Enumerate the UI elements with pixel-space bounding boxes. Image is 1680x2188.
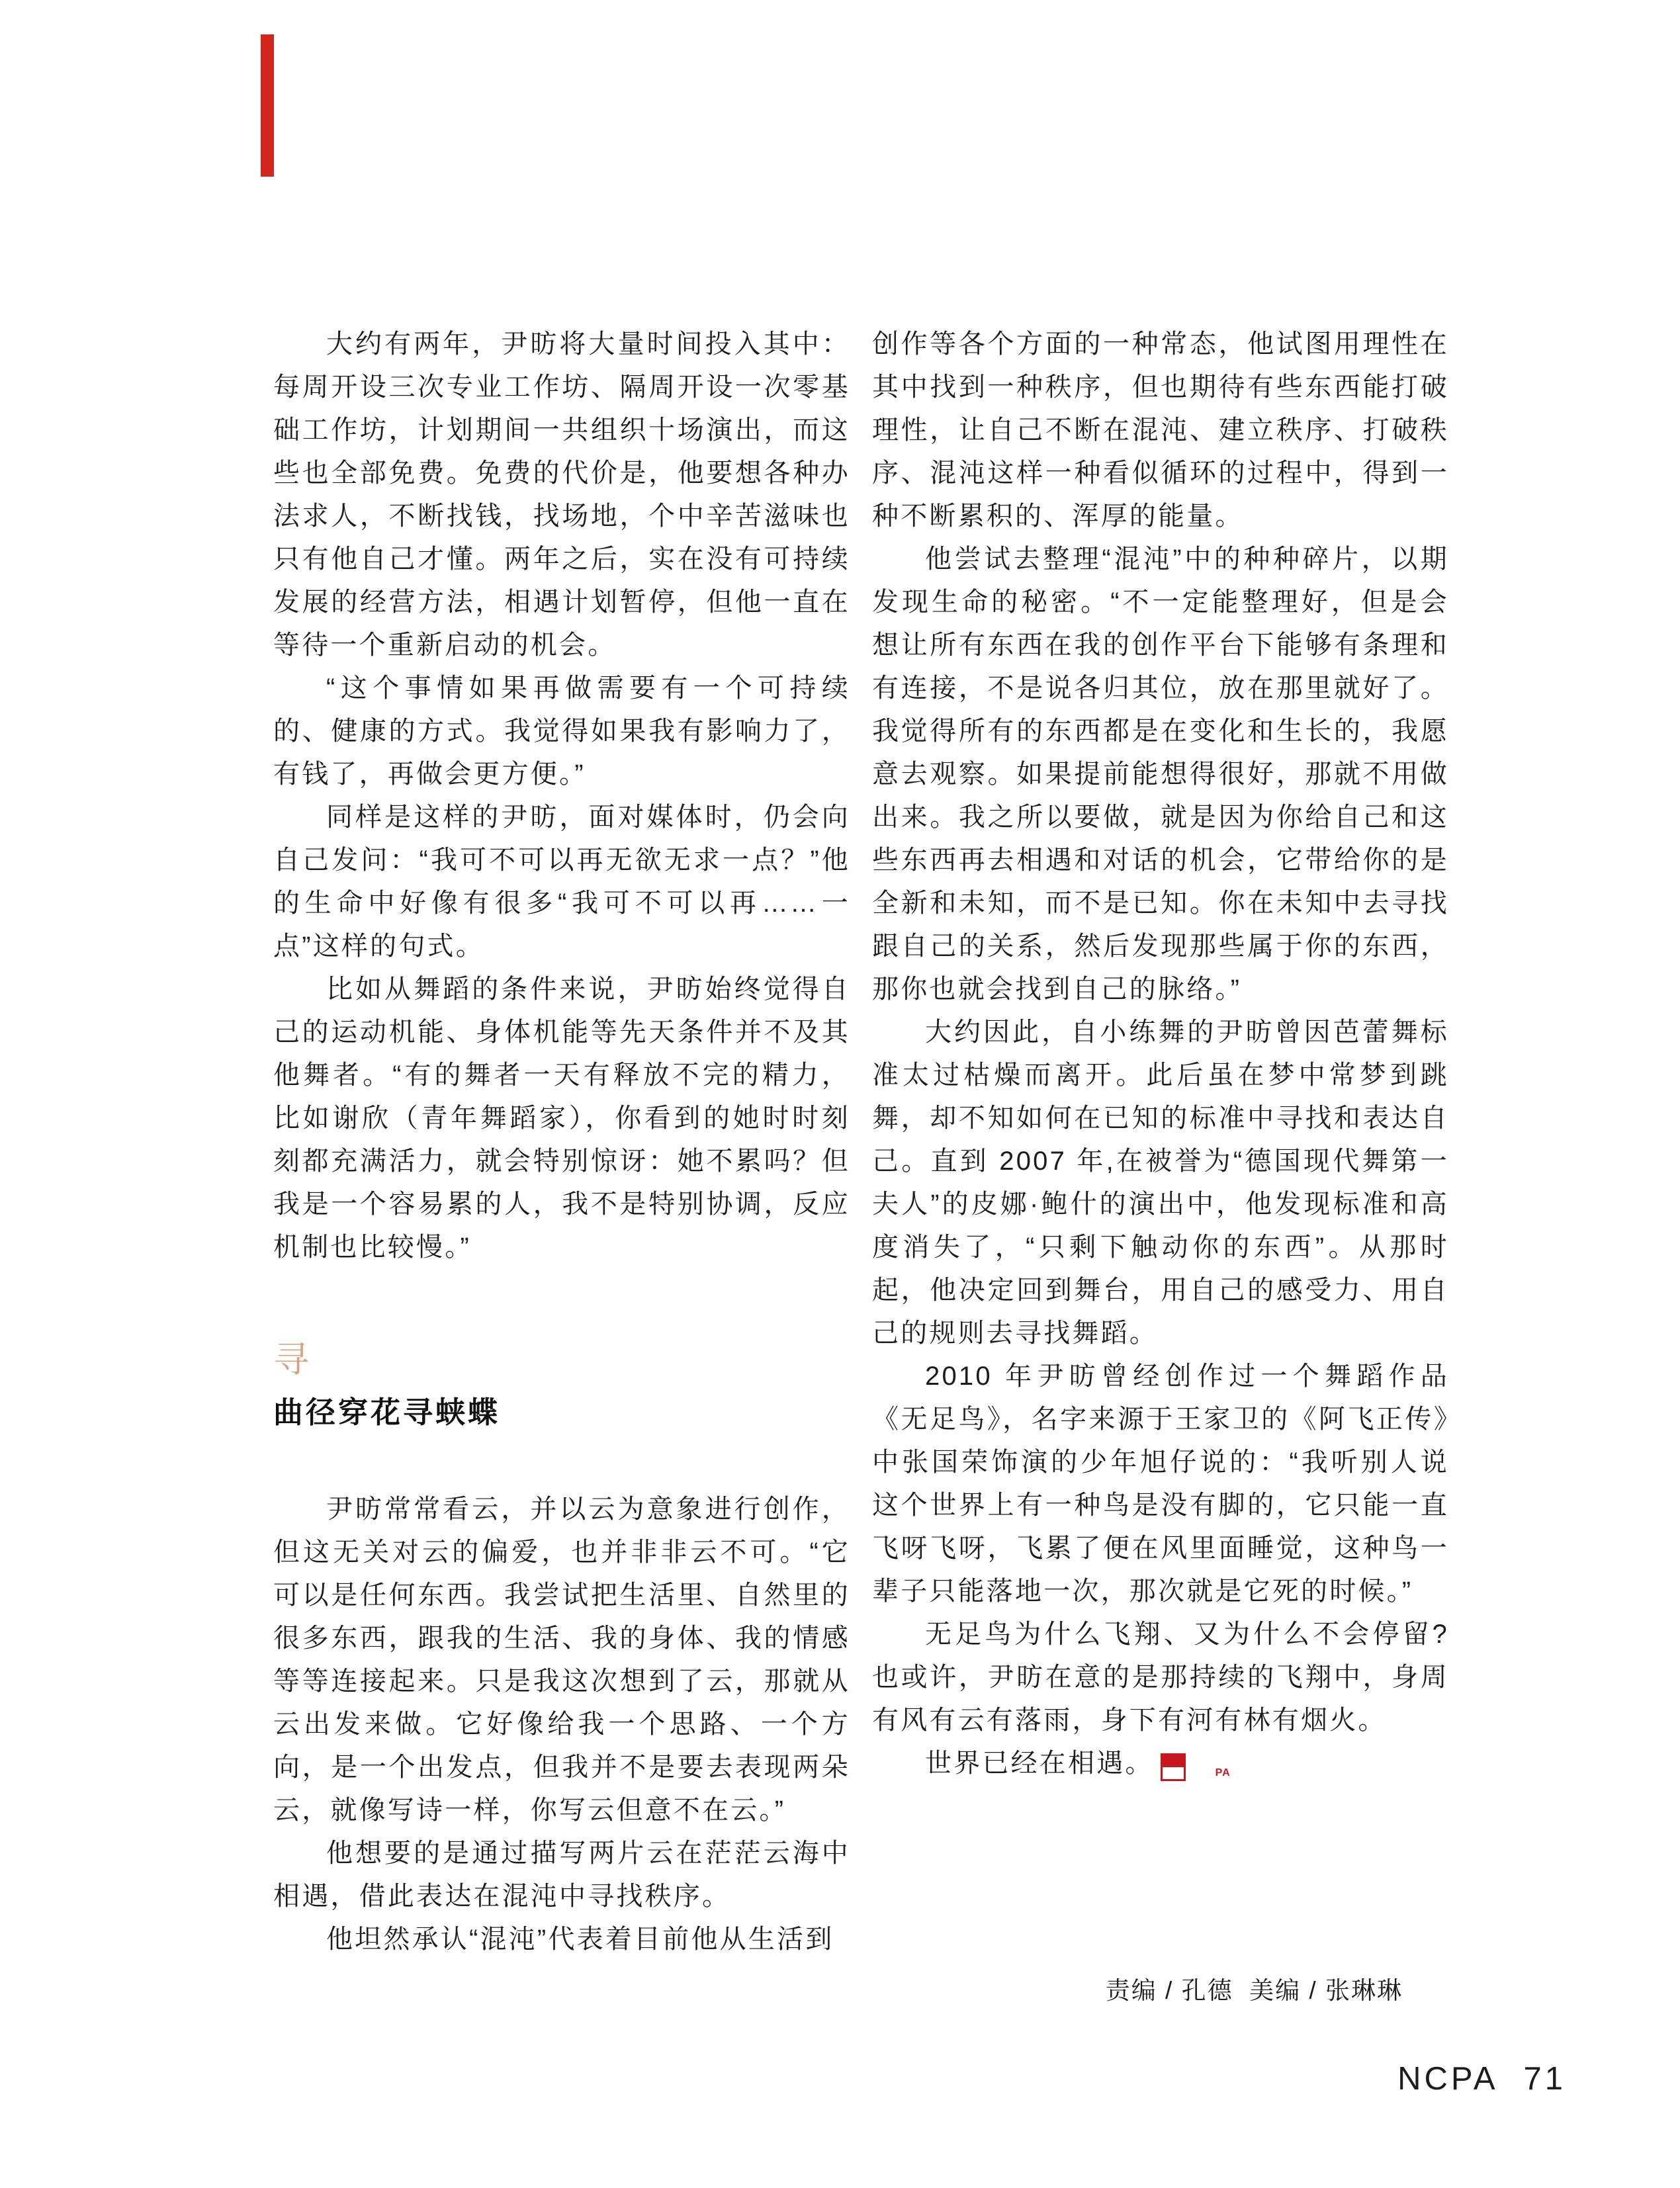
body-paragraph: 无足鸟为什么飞翔、又为什么不会停留? 也或许，尹昉在意的是那持续的飞翔中，身周有风有云有落雨，身下有河有林有烟火。: [872, 1620, 1449, 1735]
body-paragraph: 他尝试去整理“混沌”中的种种碎片，以期发现生命的秘密。“不一定能整理好，但是会想让所有东西在我的创作平台下能够有条理和有连接，不是说各归其位，放在那里就好了。我觉得所有的东西都是在变化和生长的，我愿意去观察。如果提前能想得很好，那就不用做出来。我之所以要做，就是因为你给自己和这些东西再去相遇和对话的机会，它带给你的是全新和未知，而不是已知。你在未知中去寻找跟自己的关系，然后发现那些属于你的东西，那你也就会找到自己的脉络。”: [872, 545, 1449, 1004]
seal-text-top: NC: [1163, 1755, 1184, 1767]
ncpa-end-seal-icon: [1161, 1753, 1232, 1781]
body-paragraph: 大约因此，自小练舞的尹昉曾因芭蕾舞标准太过枯燥而离开。此后虽在梦中常梦到跳舞，却不知如何在已知的标准中寻找和表达自己。直到 2007 年,在被誉为“德国现代舞第一夫人”的皮娜·鲍什的演出中，他发现标准和高度消失了，“只剩下触动你的东西”。从那时起，他决定回到舞台，用自己的感受力、用自己的规则去寻找舞蹈。: [872, 1018, 1449, 1348]
section-decorative-character: 寻: [273, 1340, 309, 1379]
body-paragraph: 尹昉常常看云，并以云为意象进行创作，但这无关对云的偏爱，也并非非云不可。“它可以是任何东西。我尝试把生活里、自然里的很多东西，跟我的生活、我的身体、我的情感等等连接起来。只是我这次想到了云，那就从云出发来做。它好像给我一个思路、一个方向，是一个出发点，但我并不是要去表现两朵云，就像写诗一样，你写云但意不在云。”: [273, 1495, 850, 1825]
body-paragraph: 创作等各个方面的一种常态，他试图用理性在其中找到一种秩序，但也期待有些东西能打破理性，让自己不断在混沌、建立秩序、打破秩序、混沌这样一种看似循环的过程中，得到一种不断累积的、浑厚的能量。: [872, 329, 1449, 531]
closing-sentence: 世界已经在相遇。: [925, 1749, 1154, 1778]
body-paragraph: 他坦然承认“混沌”代表着目前他从生活到: [326, 1925, 834, 1954]
page-footer-folio: NCPA 71: [1397, 2061, 1566, 2097]
section-title: 曲径穿花寻蛱蝶: [273, 1395, 501, 1429]
right-text-column: [872, 323, 1449, 1785]
body-paragraph: “这个事情如果再做需要有一个可持续的、健康的方式。我觉得如果我有影响力了，有钱了，再做会更方便。”: [273, 674, 850, 789]
page-edge-red-bar: [261, 34, 274, 177]
seal-text-bottom: PA: [1163, 1767, 1184, 1779]
left-text-column: [273, 323, 850, 1961]
closing-paragraph: [872, 1742, 1449, 1785]
body-paragraph: 同样是这样的尹昉，面对媒体时，仍会向自己发问：“我可不可以再无欲无求一点？”他的生命中好像有很多“我可不可以再……一点”这样的句式。: [273, 803, 850, 961]
body-paragraph: 2010 年尹昉曾经创作过一个舞蹈作品《无足鸟》，名字来源于王家卫的《阿飞正传》中张国荣饰演的少年旭仔说的：“我听别人说这个世界上有一种鸟是没有脚的，它只能一直飞呀飞呀，飞累了便在风里面睡觉，这种鸟一辈子只能落地一次，那次就是它死的时候。”: [872, 1362, 1449, 1606]
body-paragraph: 他想要的是通过描写两片云在茫茫云海中相遇，借此表达在混沌中寻找秩序。: [273, 1839, 850, 1911]
body-paragraph: 比如从舞蹈的条件来说，尹昉始终觉得自己的运动机能、身体机能等先天条件并不及其他舞者。“有的舞者一天有释放不完的精力，比如谢欣（青年舞蹈家），你看到的她时时刻刻都充满活力，就会特别惊讶：她不累吗？但我是一个容易累的人，我不是特别协调，反应机制也比较慢。”: [273, 975, 850, 1262]
body-paragraph: 大约有两年，尹昉将大量时间投入其中：每周开设三次专业工作坊、隔周开设一次零基础工作坊，计划期间一共组织十场演出，而这些也全部免费。免费的代价是，他要想各种办法求人，不断找钱，找场地，个中辛苦滋味也只有他自己才懂。两年之后，实在没有可持续发展的经营方法，相遇计划暂停，但他一直在等待一个重新启动的机会。: [273, 329, 850, 660]
editor-credits: 责编 / 孔德 美编 / 张琳琳: [1105, 1977, 1403, 2004]
